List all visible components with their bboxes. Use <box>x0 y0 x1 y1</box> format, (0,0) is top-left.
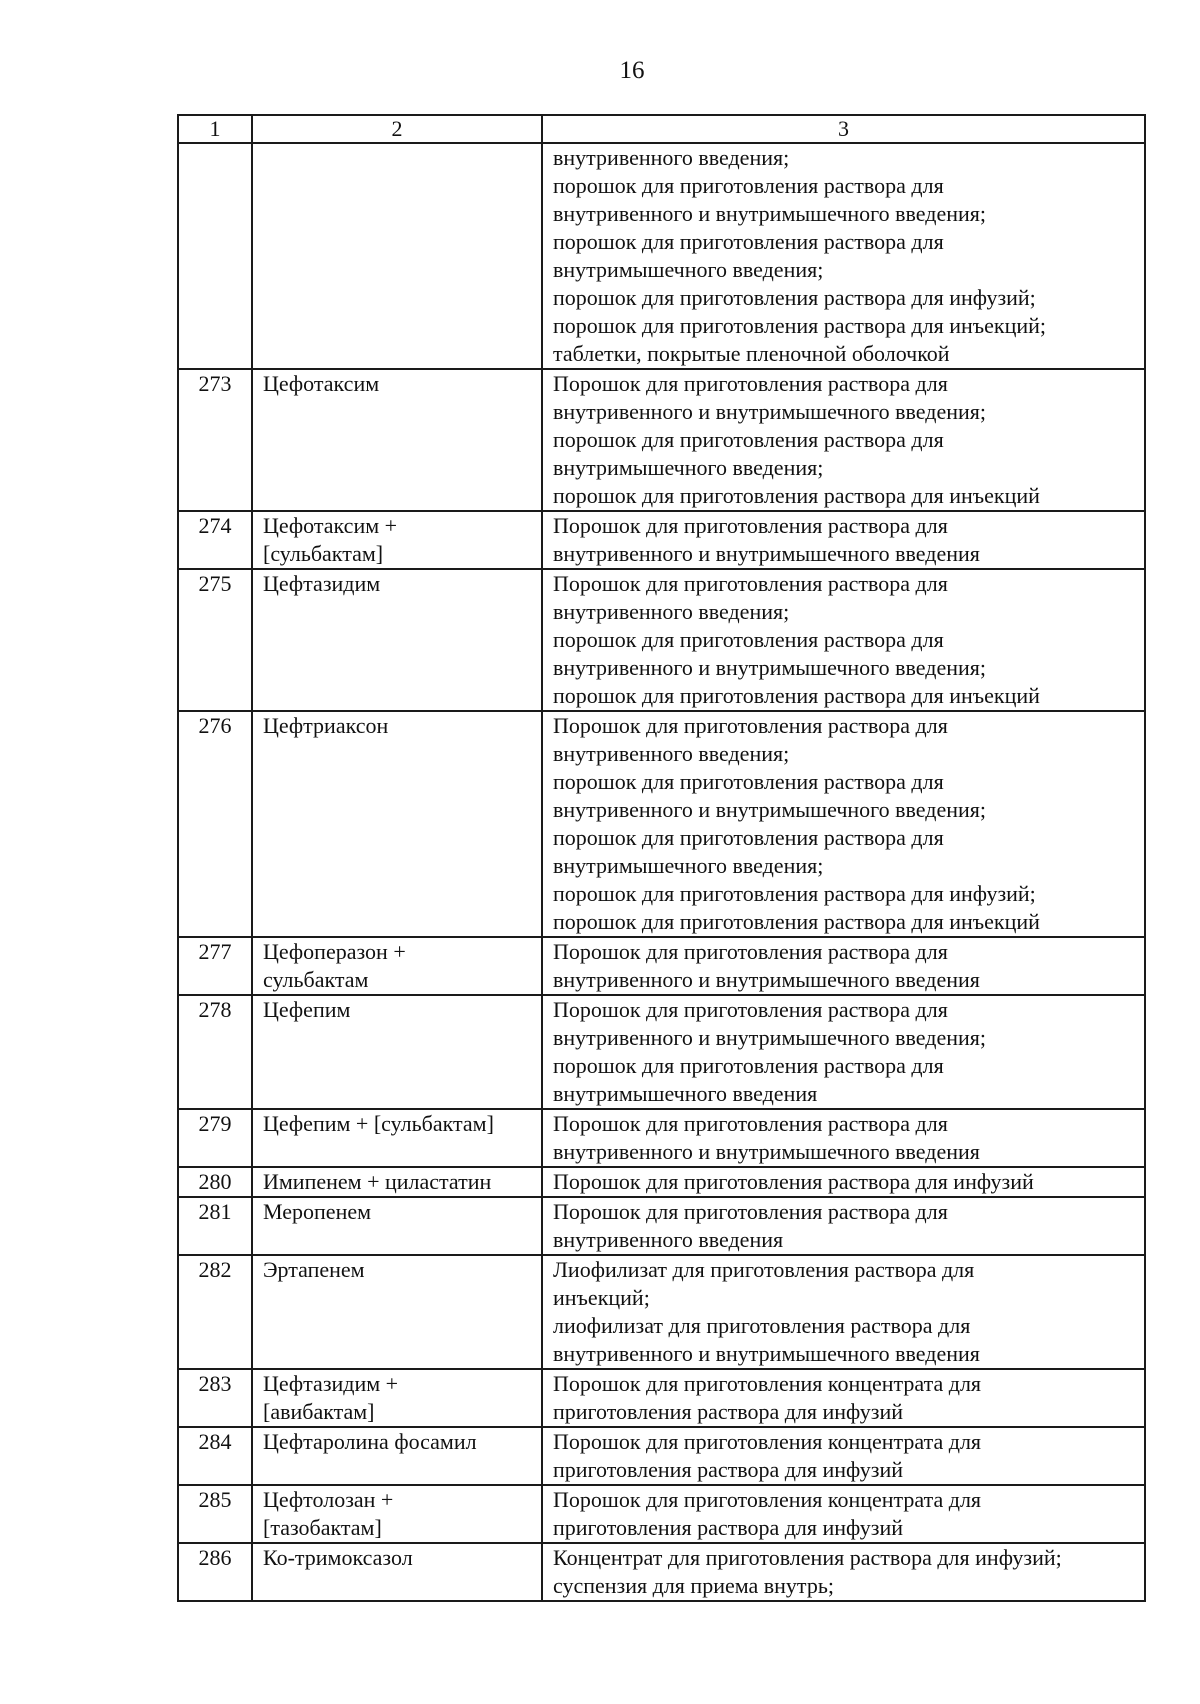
drug-name-line: Цефоперазон + <box>263 939 406 964</box>
dosage-form-line: Порошок для приготовления концентрата для <box>553 1429 982 1454</box>
row-number-cell: 282 <box>178 1255 252 1369</box>
dosage-form-line: порошок для приготовления раствора для <box>553 229 944 254</box>
dosage-form-line: внутримышечного введения; <box>553 257 824 282</box>
dosage-form-line: Порошок для приготовления раствора для инфузий <box>553 1169 1034 1194</box>
drug-name-line: [авибактам] <box>263 1399 375 1424</box>
table-row <box>178 1485 1145 1543</box>
dosage-form-line: Порошок для приготовления раствора для <box>553 1199 948 1224</box>
dosage-form-line: Порошок для приготовления раствора для <box>553 371 948 396</box>
dosage-form-line: приготовления раствора для инфузий <box>553 1515 903 1540</box>
dosage-form-line: внутримышечного введения; <box>553 455 824 480</box>
drug-name-cell <box>252 995 542 1109</box>
dosage-form-line: внутривенного и внутримышечного введения; <box>553 655 986 680</box>
dosage-form-line: внутривенного и внутримышечного введения; <box>553 1025 986 1050</box>
dosage-forms-cell <box>542 1255 1145 1369</box>
drug-name-cell <box>252 1167 542 1197</box>
drug-name-cell <box>252 569 542 711</box>
dosage-form-line: Порошок для приготовления раствора для <box>553 513 948 538</box>
drug-name-cell <box>252 369 542 511</box>
table-row <box>178 143 1145 369</box>
dosage-forms-cell <box>542 1167 1145 1197</box>
drug-name-cell <box>252 1109 542 1167</box>
dosage-form-line: внутривенного и внутримышечного введения <box>553 1139 980 1164</box>
dosage-form-line: Порошок для приготовления раствора для <box>553 1111 948 1136</box>
dosage-forms-cell <box>542 369 1145 511</box>
drug-name-line: Цефотаксим <box>263 371 380 396</box>
drug-name-cell <box>252 1427 542 1485</box>
dosage-form-line: инъекций; <box>553 1285 650 1310</box>
dosage-form-line: порошок для приготовления раствора для <box>553 825 944 850</box>
dosage-forms-cell <box>542 1369 1145 1427</box>
drug-table <box>177 114 1146 1602</box>
row-number-cell: 275 <box>178 569 252 711</box>
dosage-form-line: внутривенного и внутримышечного введения; <box>553 201 986 226</box>
drug-name-cell <box>252 511 542 569</box>
row-number-cell: 273 <box>178 369 252 511</box>
dosage-form-line: Порошок для приготовления концентрата для <box>553 1371 982 1396</box>
drug-name-cell <box>252 143 542 369</box>
row-number-cell: 284 <box>178 1427 252 1485</box>
dosage-form-line: порошок для приготовления раствора для <box>553 173 944 198</box>
drug-name-line: Цефтолозан + <box>263 1487 394 1512</box>
drug-name-cell <box>252 711 542 937</box>
drug-name-cell <box>252 1255 542 1369</box>
dosage-form-line: внутривенного и внутримышечного введения <box>553 967 980 992</box>
table-header-row <box>178 115 1145 143</box>
row-number-cell: 274 <box>178 511 252 569</box>
dosage-forms-cell <box>542 143 1145 369</box>
drug-name-cell <box>252 1485 542 1543</box>
row-number-cell: 285 <box>178 1485 252 1543</box>
drug-name-line: [сульбактам] <box>263 541 384 566</box>
dosage-form-line: Порошок для приготовления раствора для <box>553 713 948 738</box>
dosage-forms-cell <box>542 711 1145 937</box>
table-row <box>178 569 1145 711</box>
table-row <box>178 1255 1145 1369</box>
dosage-form-line: лиофилизат для приготовления раствора для <box>553 1313 971 1338</box>
drug-table-body <box>178 115 1145 1601</box>
drug-name-line: Меропенем <box>263 1199 372 1224</box>
dosage-form-line: Порошок для приготовления раствора для <box>553 939 948 964</box>
row-number-cell: 279 <box>178 1109 252 1167</box>
table-row <box>178 1109 1145 1167</box>
dosage-forms-cell <box>542 511 1145 569</box>
dosage-form-line: таблетки, покрытые пленочной оболочкой <box>553 341 950 366</box>
row-number-cell <box>178 143 252 369</box>
row-number-cell: 280 <box>178 1167 252 1197</box>
header-cell-2: 2 <box>252 115 542 143</box>
table-row <box>178 369 1145 511</box>
dosage-form-line: порошок для приготовления раствора для инъекций; <box>553 313 1047 338</box>
dosage-forms-cell <box>542 1197 1145 1255</box>
table-row <box>178 1197 1145 1255</box>
drug-name-line: Цефтазидим <box>263 571 381 596</box>
row-number-cell: 277 <box>178 937 252 995</box>
drug-name-cell <box>252 1197 542 1255</box>
page-number: 16 <box>619 57 645 84</box>
dosage-form-line: внутривенного и внутримышечного введения; <box>553 399 986 424</box>
drug-name-line: Цефтазидим + <box>263 1371 399 1396</box>
dosage-form-line: внутривенного введения; <box>553 145 790 170</box>
drug-name-line: сульбактам <box>263 967 369 992</box>
table-row <box>178 1369 1145 1427</box>
row-number-cell: 283 <box>178 1369 252 1427</box>
dosage-form-line: внутривенного и внутримышечного введения <box>553 541 980 566</box>
table-row <box>178 511 1145 569</box>
drug-name-line: Ко-тримоксазол <box>263 1545 413 1570</box>
dosage-form-line: приготовления раствора для инфузий <box>553 1457 903 1482</box>
dosage-form-line: порошок для приготовления раствора для инфузий; <box>553 285 1036 310</box>
dosage-form-line: внутримышечного введения <box>553 1081 818 1106</box>
dosage-form-line: внутримышечного введения; <box>553 853 824 878</box>
dosage-forms-cell <box>542 1543 1145 1601</box>
dosage-form-line: Лиофилизат для приготовления раствора для <box>553 1257 975 1282</box>
dosage-form-line: внутривенного и внутримышечного введения; <box>553 797 986 822</box>
dosage-form-line: порошок для приготовления раствора для <box>553 769 944 794</box>
table-row <box>178 937 1145 995</box>
dosage-forms-cell <box>542 1109 1145 1167</box>
drug-name-line: Цефтриаксон <box>263 713 389 738</box>
drug-name-cell <box>252 1369 542 1427</box>
table-row <box>178 1543 1145 1601</box>
drug-name-cell <box>252 1543 542 1601</box>
header-cell-3: 3 <box>542 115 1145 143</box>
dosage-form-line: Концентрат для приготовления раствора для инфузий; <box>553 1545 1062 1570</box>
dosage-form-line: Порошок для приготовления раствора для <box>553 997 948 1022</box>
drug-name-line: Цефепим + [сульбактам] <box>263 1111 494 1136</box>
dosage-form-line: внутривенного введения; <box>553 599 790 624</box>
dosage-form-line: порошок для приготовления раствора для <box>553 427 944 452</box>
row-number-cell: 278 <box>178 995 252 1109</box>
dosage-form-line: внутривенного введения; <box>553 741 790 766</box>
dosage-forms-cell <box>542 937 1145 995</box>
dosage-form-line: порошок для приготовления раствора для <box>553 1053 944 1078</box>
dosage-form-line: Порошок для приготовления раствора для <box>553 571 948 596</box>
table-row <box>178 1427 1145 1485</box>
drug-name-line: Цефотаксим + <box>263 513 398 538</box>
drug-name-line: Цефтаролина фосамил <box>263 1429 477 1454</box>
dosage-form-line: порошок для приготовления раствора для <box>553 627 944 652</box>
dosage-form-line: внутривенного и внутримышечного введения <box>553 1341 980 1366</box>
table-row <box>178 1167 1145 1197</box>
row-number-cell: 286 <box>178 1543 252 1601</box>
dosage-form-line: суспензия для приема внутрь; <box>553 1573 834 1598</box>
dosage-forms-cell <box>542 569 1145 711</box>
dosage-form-line: приготовления раствора для инфузий <box>553 1399 903 1424</box>
dosage-form-line: порошок для приготовления раствора для инъекций <box>553 483 1040 508</box>
row-number-cell: 276 <box>178 711 252 937</box>
row-number-cell: 281 <box>178 1197 252 1255</box>
table-row <box>178 711 1145 937</box>
drug-name-line: Цефепим <box>263 997 351 1022</box>
dosage-forms-cell <box>542 995 1145 1109</box>
dosage-form-line: порошок для приготовления раствора для инфузий; <box>553 881 1036 906</box>
dosage-forms-cell <box>542 1485 1145 1543</box>
drug-name-line: Имипенем + циластатин <box>263 1169 492 1194</box>
table-row <box>178 995 1145 1109</box>
dosage-form-line: внутривенного введения <box>553 1227 784 1252</box>
header-cell-1: 1 <box>178 115 252 143</box>
dosage-form-line: Порошок для приготовления концентрата для <box>553 1487 982 1512</box>
drug-name-line: Эртапенем <box>263 1257 365 1282</box>
dosage-forms-cell <box>542 1427 1145 1485</box>
drug-name-cell <box>252 937 542 995</box>
dosage-form-line: порошок для приготовления раствора для инъекций <box>553 909 1040 934</box>
drug-name-line: [тазобактам] <box>263 1515 382 1540</box>
dosage-form-line: порошок для приготовления раствора для инъекций <box>553 683 1040 708</box>
